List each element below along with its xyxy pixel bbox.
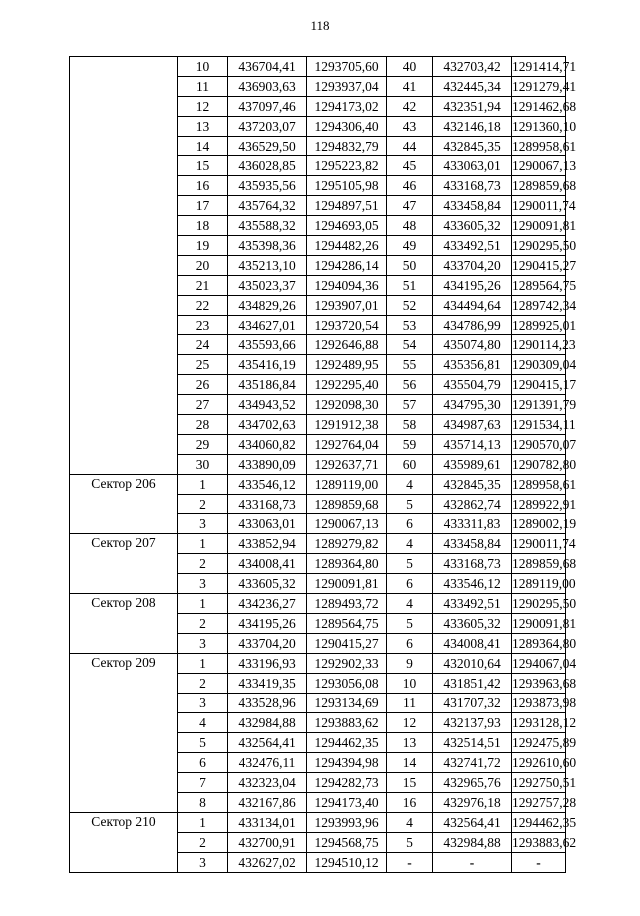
x-coordinate-cell: 433311,83	[433, 514, 512, 534]
y-coordinate-cell: 1291912,38	[307, 415, 387, 435]
y-coordinate-cell: 1289958,61	[512, 136, 566, 156]
point-number-cell: 6	[387, 574, 433, 594]
point-number-cell: 16	[178, 176, 228, 196]
point-number-cell: 19	[178, 236, 228, 256]
point-number-cell: 3	[178, 633, 228, 653]
x-coordinate-cell: -	[433, 852, 512, 872]
x-coordinate-cell: 434195,26	[433, 275, 512, 295]
y-coordinate-cell: 1289564,75	[307, 613, 387, 633]
table-row	[70, 474, 566, 494]
point-number-cell: 2	[178, 494, 228, 514]
x-coordinate-cell: 433458,84	[433, 196, 512, 216]
x-coordinate-cell: 433605,32	[433, 216, 512, 236]
point-number-cell: 42	[387, 96, 433, 116]
y-coordinate-cell: 1294306,40	[307, 116, 387, 136]
y-coordinate-cell: 1292902,33	[307, 653, 387, 673]
point-number-cell: 1	[178, 653, 228, 673]
x-coordinate-cell: 436903,63	[228, 76, 307, 96]
y-coordinate-cell: 1294897,51	[307, 196, 387, 216]
point-number-cell: 2	[178, 832, 228, 852]
y-coordinate-cell: 1289925,01	[512, 315, 566, 335]
y-coordinate-cell: 1289119,00	[307, 474, 387, 494]
point-number-cell: 3	[178, 852, 228, 872]
point-number-cell: 2	[178, 673, 228, 693]
point-number-cell: 54	[387, 335, 433, 355]
point-number-cell: 40	[387, 57, 433, 77]
point-number-cell: 6	[387, 633, 433, 653]
x-coordinate-cell: 435074,80	[433, 335, 512, 355]
y-coordinate-cell: 1290114,23	[512, 335, 566, 355]
point-number-cell: 5	[387, 613, 433, 633]
x-coordinate-cell: 434195,26	[228, 613, 307, 633]
x-coordinate-cell: 432351,94	[433, 96, 512, 116]
point-number-cell: 12	[178, 96, 228, 116]
x-coordinate-cell: 436529,50	[228, 136, 307, 156]
point-number-cell: 55	[387, 355, 433, 375]
y-coordinate-cell: 1289564,75	[512, 275, 566, 295]
x-coordinate-cell: 433168,73	[228, 494, 307, 514]
y-coordinate-cell: 1289958,61	[512, 474, 566, 494]
y-coordinate-cell: 1290570,07	[512, 434, 566, 454]
y-coordinate-cell: 1289859,68	[512, 554, 566, 574]
x-coordinate-cell: 434829,26	[228, 295, 307, 315]
point-number-cell: 13	[178, 116, 228, 136]
x-coordinate-cell: 432564,41	[433, 812, 512, 832]
y-coordinate-cell: 1294282,73	[307, 773, 387, 793]
y-coordinate-cell: -	[512, 852, 566, 872]
point-number-cell: -	[387, 852, 433, 872]
x-coordinate-cell: 434795,30	[433, 395, 512, 415]
point-number-cell: 1	[178, 812, 228, 832]
x-coordinate-cell: 433546,12	[433, 574, 512, 594]
x-coordinate-cell: 432703,42	[433, 57, 512, 77]
y-coordinate-cell: 1290067,13	[512, 156, 566, 176]
x-coordinate-cell: 432845,35	[433, 136, 512, 156]
x-coordinate-cell: 432845,35	[433, 474, 512, 494]
point-number-cell: 47	[387, 196, 433, 216]
point-number-cell: 29	[178, 434, 228, 454]
table-row	[70, 653, 566, 673]
point-number-cell: 52	[387, 295, 433, 315]
y-coordinate-cell: 1293993,96	[307, 812, 387, 832]
y-coordinate-cell: 1289742,34	[512, 295, 566, 315]
x-coordinate-cell: 435764,32	[228, 196, 307, 216]
x-coordinate-cell: 432010,64	[433, 653, 512, 673]
x-coordinate-cell: 433704,20	[433, 255, 512, 275]
point-number-cell: 51	[387, 275, 433, 295]
x-coordinate-cell: 432323,04	[228, 773, 307, 793]
x-coordinate-cell: 432146,18	[433, 116, 512, 136]
y-coordinate-cell: 1289364,80	[512, 633, 566, 653]
x-coordinate-cell: 433063,01	[433, 156, 512, 176]
y-coordinate-cell: 1289493,72	[307, 594, 387, 614]
point-number-cell: 13	[387, 733, 433, 753]
x-coordinate-cell: 436704,41	[228, 57, 307, 77]
point-number-cell: 45	[387, 156, 433, 176]
y-coordinate-cell: 1294510,12	[307, 852, 387, 872]
point-number-cell: 4	[178, 713, 228, 733]
point-number-cell: 1	[178, 534, 228, 554]
x-coordinate-cell: 433196,93	[228, 653, 307, 673]
point-number-cell: 15	[178, 156, 228, 176]
point-number-cell: 4	[387, 534, 433, 554]
point-number-cell: 56	[387, 375, 433, 395]
point-number-cell: 3	[178, 574, 228, 594]
x-coordinate-cell: 431707,32	[433, 693, 512, 713]
point-number-cell: 58	[387, 415, 433, 435]
point-number-cell: 24	[178, 335, 228, 355]
point-number-cell: 14	[387, 753, 433, 773]
y-coordinate-cell: 1290091,81	[512, 613, 566, 633]
point-number-cell: 4	[387, 594, 433, 614]
x-coordinate-cell: 434236,27	[228, 594, 307, 614]
x-coordinate-cell: 435023,37	[228, 275, 307, 295]
y-coordinate-cell: 1294568,75	[307, 832, 387, 852]
y-coordinate-cell: 1291279,41	[512, 76, 566, 96]
y-coordinate-cell: 1294462,35	[512, 812, 566, 832]
y-coordinate-cell: 1292646,88	[307, 335, 387, 355]
y-coordinate-cell: 1290295,50	[512, 236, 566, 256]
point-number-cell: 5	[387, 494, 433, 514]
x-coordinate-cell: 435416,19	[228, 355, 307, 375]
y-coordinate-cell: 1292610,60	[512, 753, 566, 773]
y-coordinate-cell: 1293134,69	[307, 693, 387, 713]
y-coordinate-cell: 1289859,68	[307, 494, 387, 514]
point-number-cell: 50	[387, 255, 433, 275]
y-coordinate-cell: 1293883,62	[512, 832, 566, 852]
point-number-cell: 6	[387, 514, 433, 534]
x-coordinate-cell: 435989,61	[433, 454, 512, 474]
y-coordinate-cell: 1289119,00	[512, 574, 566, 594]
point-number-cell: 14	[178, 136, 228, 156]
point-number-cell: 4	[387, 474, 433, 494]
x-coordinate-cell: 434943,52	[228, 395, 307, 415]
y-coordinate-cell: 1294173,02	[307, 96, 387, 116]
point-number-cell: 2	[178, 554, 228, 574]
x-coordinate-cell: 432976,18	[433, 792, 512, 812]
x-coordinate-cell: 434060,82	[228, 434, 307, 454]
point-number-cell: 15	[387, 773, 433, 793]
x-coordinate-cell: 434494,64	[433, 295, 512, 315]
x-coordinate-cell: 432984,88	[433, 832, 512, 852]
x-coordinate-cell: 432700,91	[228, 832, 307, 852]
point-number-cell: 8	[178, 792, 228, 812]
point-number-cell: 9	[387, 653, 433, 673]
y-coordinate-cell: 1291462,68	[512, 96, 566, 116]
point-number-cell: 46	[387, 176, 433, 196]
page-number: 118	[310, 18, 330, 33]
sector-name: Сектор 209	[70, 653, 178, 812]
x-coordinate-cell: 433704,20	[228, 633, 307, 653]
x-coordinate-cell: 433168,73	[433, 554, 512, 574]
y-coordinate-cell: 1292637,71	[307, 454, 387, 474]
x-coordinate-cell: 433168,73	[433, 176, 512, 196]
y-coordinate-cell: 1294693,05	[307, 216, 387, 236]
y-coordinate-cell: 1292098,30	[307, 395, 387, 415]
y-coordinate-cell: 1293963,68	[512, 673, 566, 693]
sector-name: Сектор 206	[70, 474, 178, 534]
y-coordinate-cell: 1294394,98	[307, 753, 387, 773]
x-coordinate-cell: 432476,11	[228, 753, 307, 773]
x-coordinate-cell: 435213,10	[228, 255, 307, 275]
y-coordinate-cell: 1293937,04	[307, 76, 387, 96]
point-number-cell: 7	[178, 773, 228, 793]
y-coordinate-cell: 1290067,13	[307, 514, 387, 534]
point-number-cell: 53	[387, 315, 433, 335]
y-coordinate-cell: 1293907,01	[307, 295, 387, 315]
x-coordinate-cell: 435504,79	[433, 375, 512, 395]
y-coordinate-cell: 1290782,80	[512, 454, 566, 474]
x-coordinate-cell: 433419,35	[228, 673, 307, 693]
y-coordinate-cell: 1294173,40	[307, 792, 387, 812]
x-coordinate-cell: 435588,32	[228, 216, 307, 236]
point-number-cell: 5	[387, 554, 433, 574]
point-number-cell: 22	[178, 295, 228, 315]
x-coordinate-cell: 432445,34	[433, 76, 512, 96]
x-coordinate-cell: 434987,63	[433, 415, 512, 435]
y-coordinate-cell: 1290415,27	[307, 633, 387, 653]
x-coordinate-cell: 437097,46	[228, 96, 307, 116]
point-number-cell: 59	[387, 434, 433, 454]
x-coordinate-cell: 433063,01	[228, 514, 307, 534]
y-coordinate-cell: 1292764,04	[307, 434, 387, 454]
x-coordinate-cell: 432862,74	[433, 494, 512, 514]
point-number-cell: 1	[178, 474, 228, 494]
point-number-cell: 21	[178, 275, 228, 295]
y-coordinate-cell: 1291360,10	[512, 116, 566, 136]
x-coordinate-cell: 433528,96	[228, 693, 307, 713]
point-number-cell: 43	[387, 116, 433, 136]
y-coordinate-cell: 1293705,60	[307, 57, 387, 77]
point-number-cell: 11	[178, 76, 228, 96]
x-coordinate-cell: 432984,88	[228, 713, 307, 733]
x-coordinate-cell: 432137,93	[433, 713, 512, 733]
point-number-cell: 48	[387, 216, 433, 236]
point-number-cell: 16	[387, 792, 433, 812]
table-row	[70, 594, 566, 614]
y-coordinate-cell: 1292750,51	[512, 773, 566, 793]
point-number-cell: 20	[178, 255, 228, 275]
x-coordinate-cell: 436028,85	[228, 156, 307, 176]
point-number-cell: 49	[387, 236, 433, 256]
point-number-cell: 44	[387, 136, 433, 156]
y-coordinate-cell: 1293056,08	[307, 673, 387, 693]
x-coordinate-cell: 432564,41	[228, 733, 307, 753]
x-coordinate-cell: 433890,09	[228, 454, 307, 474]
y-coordinate-cell: 1294286,14	[307, 255, 387, 275]
sector-name: Сектор 207	[70, 534, 178, 594]
x-coordinate-cell: 434008,41	[433, 633, 512, 653]
point-number-cell: 30	[178, 454, 228, 474]
y-coordinate-cell: 1289922,91	[512, 494, 566, 514]
x-coordinate-cell: 433458,84	[433, 534, 512, 554]
y-coordinate-cell: 1294462,35	[307, 733, 387, 753]
point-number-cell: 57	[387, 395, 433, 415]
x-coordinate-cell: 432167,86	[228, 792, 307, 812]
x-coordinate-cell: 434786,99	[433, 315, 512, 335]
x-coordinate-cell: 432965,76	[433, 773, 512, 793]
x-coordinate-cell: 433605,32	[433, 613, 512, 633]
x-coordinate-cell: 435398,36	[228, 236, 307, 256]
x-coordinate-cell: 432514,51	[433, 733, 512, 753]
point-number-cell: 4	[387, 812, 433, 832]
y-coordinate-cell: 1292475,89	[512, 733, 566, 753]
point-number-cell: 18	[178, 216, 228, 236]
x-coordinate-cell: 432741,72	[433, 753, 512, 773]
point-number-cell: 17	[178, 196, 228, 216]
y-coordinate-cell: 1291534,11	[512, 415, 566, 435]
x-coordinate-cell: 433605,32	[228, 574, 307, 594]
x-coordinate-cell: 433492,51	[433, 594, 512, 614]
point-number-cell: 1	[178, 594, 228, 614]
y-coordinate-cell: 1293873,98	[512, 693, 566, 713]
y-coordinate-cell: 1291391,79	[512, 395, 566, 415]
y-coordinate-cell: 1290415,27	[512, 255, 566, 275]
x-coordinate-cell: 432627,02	[228, 852, 307, 872]
point-number-cell: 27	[178, 395, 228, 415]
y-coordinate-cell: 1294832,79	[307, 136, 387, 156]
y-coordinate-cell: 1292295,40	[307, 375, 387, 395]
sector-name: Сектор 208	[70, 594, 178, 654]
y-coordinate-cell: 1294482,26	[307, 236, 387, 256]
point-number-cell: 23	[178, 315, 228, 335]
x-coordinate-cell: 435356,81	[433, 355, 512, 375]
x-coordinate-cell: 433134,01	[228, 812, 307, 832]
x-coordinate-cell: 433852,94	[228, 534, 307, 554]
y-coordinate-cell: 1292757,28	[512, 792, 566, 812]
y-coordinate-cell: 1290309,04	[512, 355, 566, 375]
x-coordinate-cell: 434702,63	[228, 415, 307, 435]
point-number-cell: 3	[178, 693, 228, 713]
y-coordinate-cell: 1289364,80	[307, 554, 387, 574]
y-coordinate-cell: 1290091,81	[307, 574, 387, 594]
table-row	[70, 812, 566, 832]
point-number-cell: 5	[387, 832, 433, 852]
y-coordinate-cell: 1290415,17	[512, 375, 566, 395]
table-row	[70, 57, 566, 77]
sector-name: Сектор 210	[70, 812, 178, 872]
point-number-cell: 41	[387, 76, 433, 96]
x-coordinate-cell: 433546,12	[228, 474, 307, 494]
sector-name	[70, 57, 178, 475]
y-coordinate-cell: 1292489,95	[307, 355, 387, 375]
y-coordinate-cell: 1295105,98	[307, 176, 387, 196]
point-number-cell: 2	[178, 613, 228, 633]
point-number-cell: 12	[387, 713, 433, 733]
y-coordinate-cell: 1294067,04	[512, 653, 566, 673]
y-coordinate-cell: 1290295,50	[512, 594, 566, 614]
y-coordinate-cell: 1290091,81	[512, 216, 566, 236]
point-number-cell: 28	[178, 415, 228, 435]
y-coordinate-cell: 1289279,82	[307, 534, 387, 554]
x-coordinate-cell: 435714,13	[433, 434, 512, 454]
y-coordinate-cell: 1289859,68	[512, 176, 566, 196]
y-coordinate-cell: 1290011,74	[512, 196, 566, 216]
coordinates-table	[69, 56, 577, 873]
point-number-cell: 10	[178, 57, 228, 77]
point-number-cell: 25	[178, 355, 228, 375]
y-coordinate-cell: 1293720,54	[307, 315, 387, 335]
y-coordinate-cell: 1291414,71	[512, 57, 566, 77]
y-coordinate-cell: 1290011,74	[512, 534, 566, 554]
point-number-cell: 3	[178, 514, 228, 534]
point-number-cell: 26	[178, 375, 228, 395]
table-row	[70, 534, 566, 554]
y-coordinate-cell: 1289002,19	[512, 514, 566, 534]
y-coordinate-cell: 1293883,62	[307, 713, 387, 733]
point-number-cell: 6	[178, 753, 228, 773]
x-coordinate-cell: 437203,07	[228, 116, 307, 136]
x-coordinate-cell: 435935,56	[228, 176, 307, 196]
point-number-cell: 5	[178, 733, 228, 753]
x-coordinate-cell: 434627,01	[228, 315, 307, 335]
x-coordinate-cell: 435186,84	[228, 375, 307, 395]
point-number-cell: 11	[387, 693, 433, 713]
point-number-cell: 10	[387, 673, 433, 693]
y-coordinate-cell: 1295223,82	[307, 156, 387, 176]
x-coordinate-cell: 435593,66	[228, 335, 307, 355]
x-coordinate-cell: 431851,42	[433, 673, 512, 693]
x-coordinate-cell: 434008,41	[228, 554, 307, 574]
x-coordinate-cell: 433492,51	[433, 236, 512, 256]
y-coordinate-cell: 1293128,12	[512, 713, 566, 733]
y-coordinate-cell: 1294094,36	[307, 275, 387, 295]
point-number-cell: 60	[387, 454, 433, 474]
